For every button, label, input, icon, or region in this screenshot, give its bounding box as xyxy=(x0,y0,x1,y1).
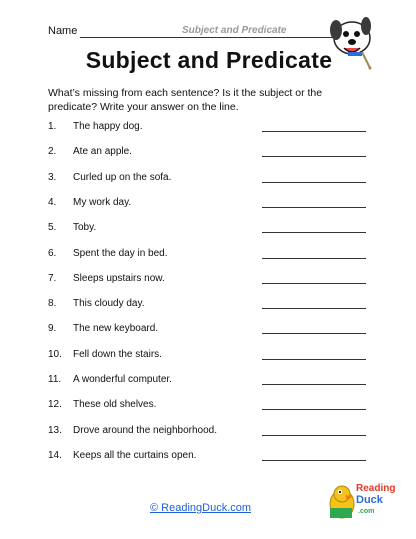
question-number: 1. xyxy=(48,121,57,132)
question-text: Keeps all the curtains open. xyxy=(73,449,197,461)
logo-text-line3: .com xyxy=(358,508,375,515)
question-row xyxy=(48,298,368,312)
answer-line[interactable] xyxy=(262,460,366,461)
question-text: Curled up on the sofa. xyxy=(73,171,172,183)
question-number: 14. xyxy=(48,449,62,461)
question-number: 2. xyxy=(48,146,57,158)
reading-duck-logo-icon xyxy=(326,478,396,524)
answer-line[interactable] xyxy=(262,333,366,334)
question-text: Drove around the neighborhood. xyxy=(73,424,217,436)
answer-line[interactable] xyxy=(262,131,366,132)
question-text: A wonderful computer. xyxy=(73,374,172,385)
question-row xyxy=(48,146,368,160)
answer-line[interactable] xyxy=(262,258,366,259)
answer-line[interactable] xyxy=(262,435,366,436)
question-number: 9. xyxy=(48,323,57,335)
question-text: Spent the day in bed. xyxy=(73,247,168,259)
instructions: What’s missing from each sentence? Is it the subject or the predicate? Write your answer on the line. xyxy=(48,87,323,113)
answer-line[interactable] xyxy=(262,283,366,284)
answer-line[interactable] xyxy=(262,359,366,360)
footer-link[interactable]: © ReadingDuck.com xyxy=(150,502,252,514)
question-row xyxy=(48,121,368,135)
question-row xyxy=(48,425,368,439)
answer-line[interactable] xyxy=(262,308,366,309)
answer-line[interactable] xyxy=(262,384,366,385)
name-label: Name xyxy=(48,25,78,37)
question-number: 7. xyxy=(48,272,57,284)
question-number: 3. xyxy=(48,171,57,183)
page-title: Subject and Predicate xyxy=(85,47,333,73)
question-number: 10. xyxy=(48,348,62,360)
question-text: These old shelves. xyxy=(73,399,157,411)
question-number: 4. xyxy=(48,196,57,208)
question-text: Toby. xyxy=(73,222,97,234)
question-number: 8. xyxy=(48,298,57,310)
answer-line[interactable] xyxy=(262,207,366,208)
question-row xyxy=(48,222,368,236)
question-text: Ate an apple. xyxy=(73,146,132,158)
answer-line[interactable] xyxy=(262,182,366,183)
question-row xyxy=(48,374,368,388)
question-text: My work day. xyxy=(73,196,132,208)
question-row xyxy=(48,450,368,464)
logo-text-line1: Reading xyxy=(356,483,396,494)
name-row xyxy=(48,25,368,39)
question-number: 5. xyxy=(48,222,57,234)
question-text: This cloudy day. xyxy=(73,298,145,310)
question-number: 6. xyxy=(48,247,57,259)
question-row xyxy=(48,399,368,413)
logo-text-line2: Duck xyxy=(356,494,383,506)
answer-line[interactable] xyxy=(262,156,366,157)
question-number: 12. xyxy=(48,399,62,411)
worksheet-topic: Subject and Predicate xyxy=(182,25,287,36)
question-row xyxy=(48,273,368,287)
question-row xyxy=(48,349,368,363)
question-row xyxy=(48,248,368,262)
question-row xyxy=(48,197,368,211)
answer-line[interactable] xyxy=(262,232,366,233)
question-row xyxy=(48,172,368,186)
question-number: 11. xyxy=(48,374,62,385)
question-number: 13. xyxy=(48,424,62,436)
question-row xyxy=(48,323,368,337)
question-text: The happy dog. xyxy=(73,121,143,132)
question-text: Fell down the stairs. xyxy=(73,348,162,360)
question-text: Sleeps upstairs now. xyxy=(73,272,165,284)
answer-line[interactable] xyxy=(262,409,366,410)
question-text: The new keyboard. xyxy=(73,323,159,335)
